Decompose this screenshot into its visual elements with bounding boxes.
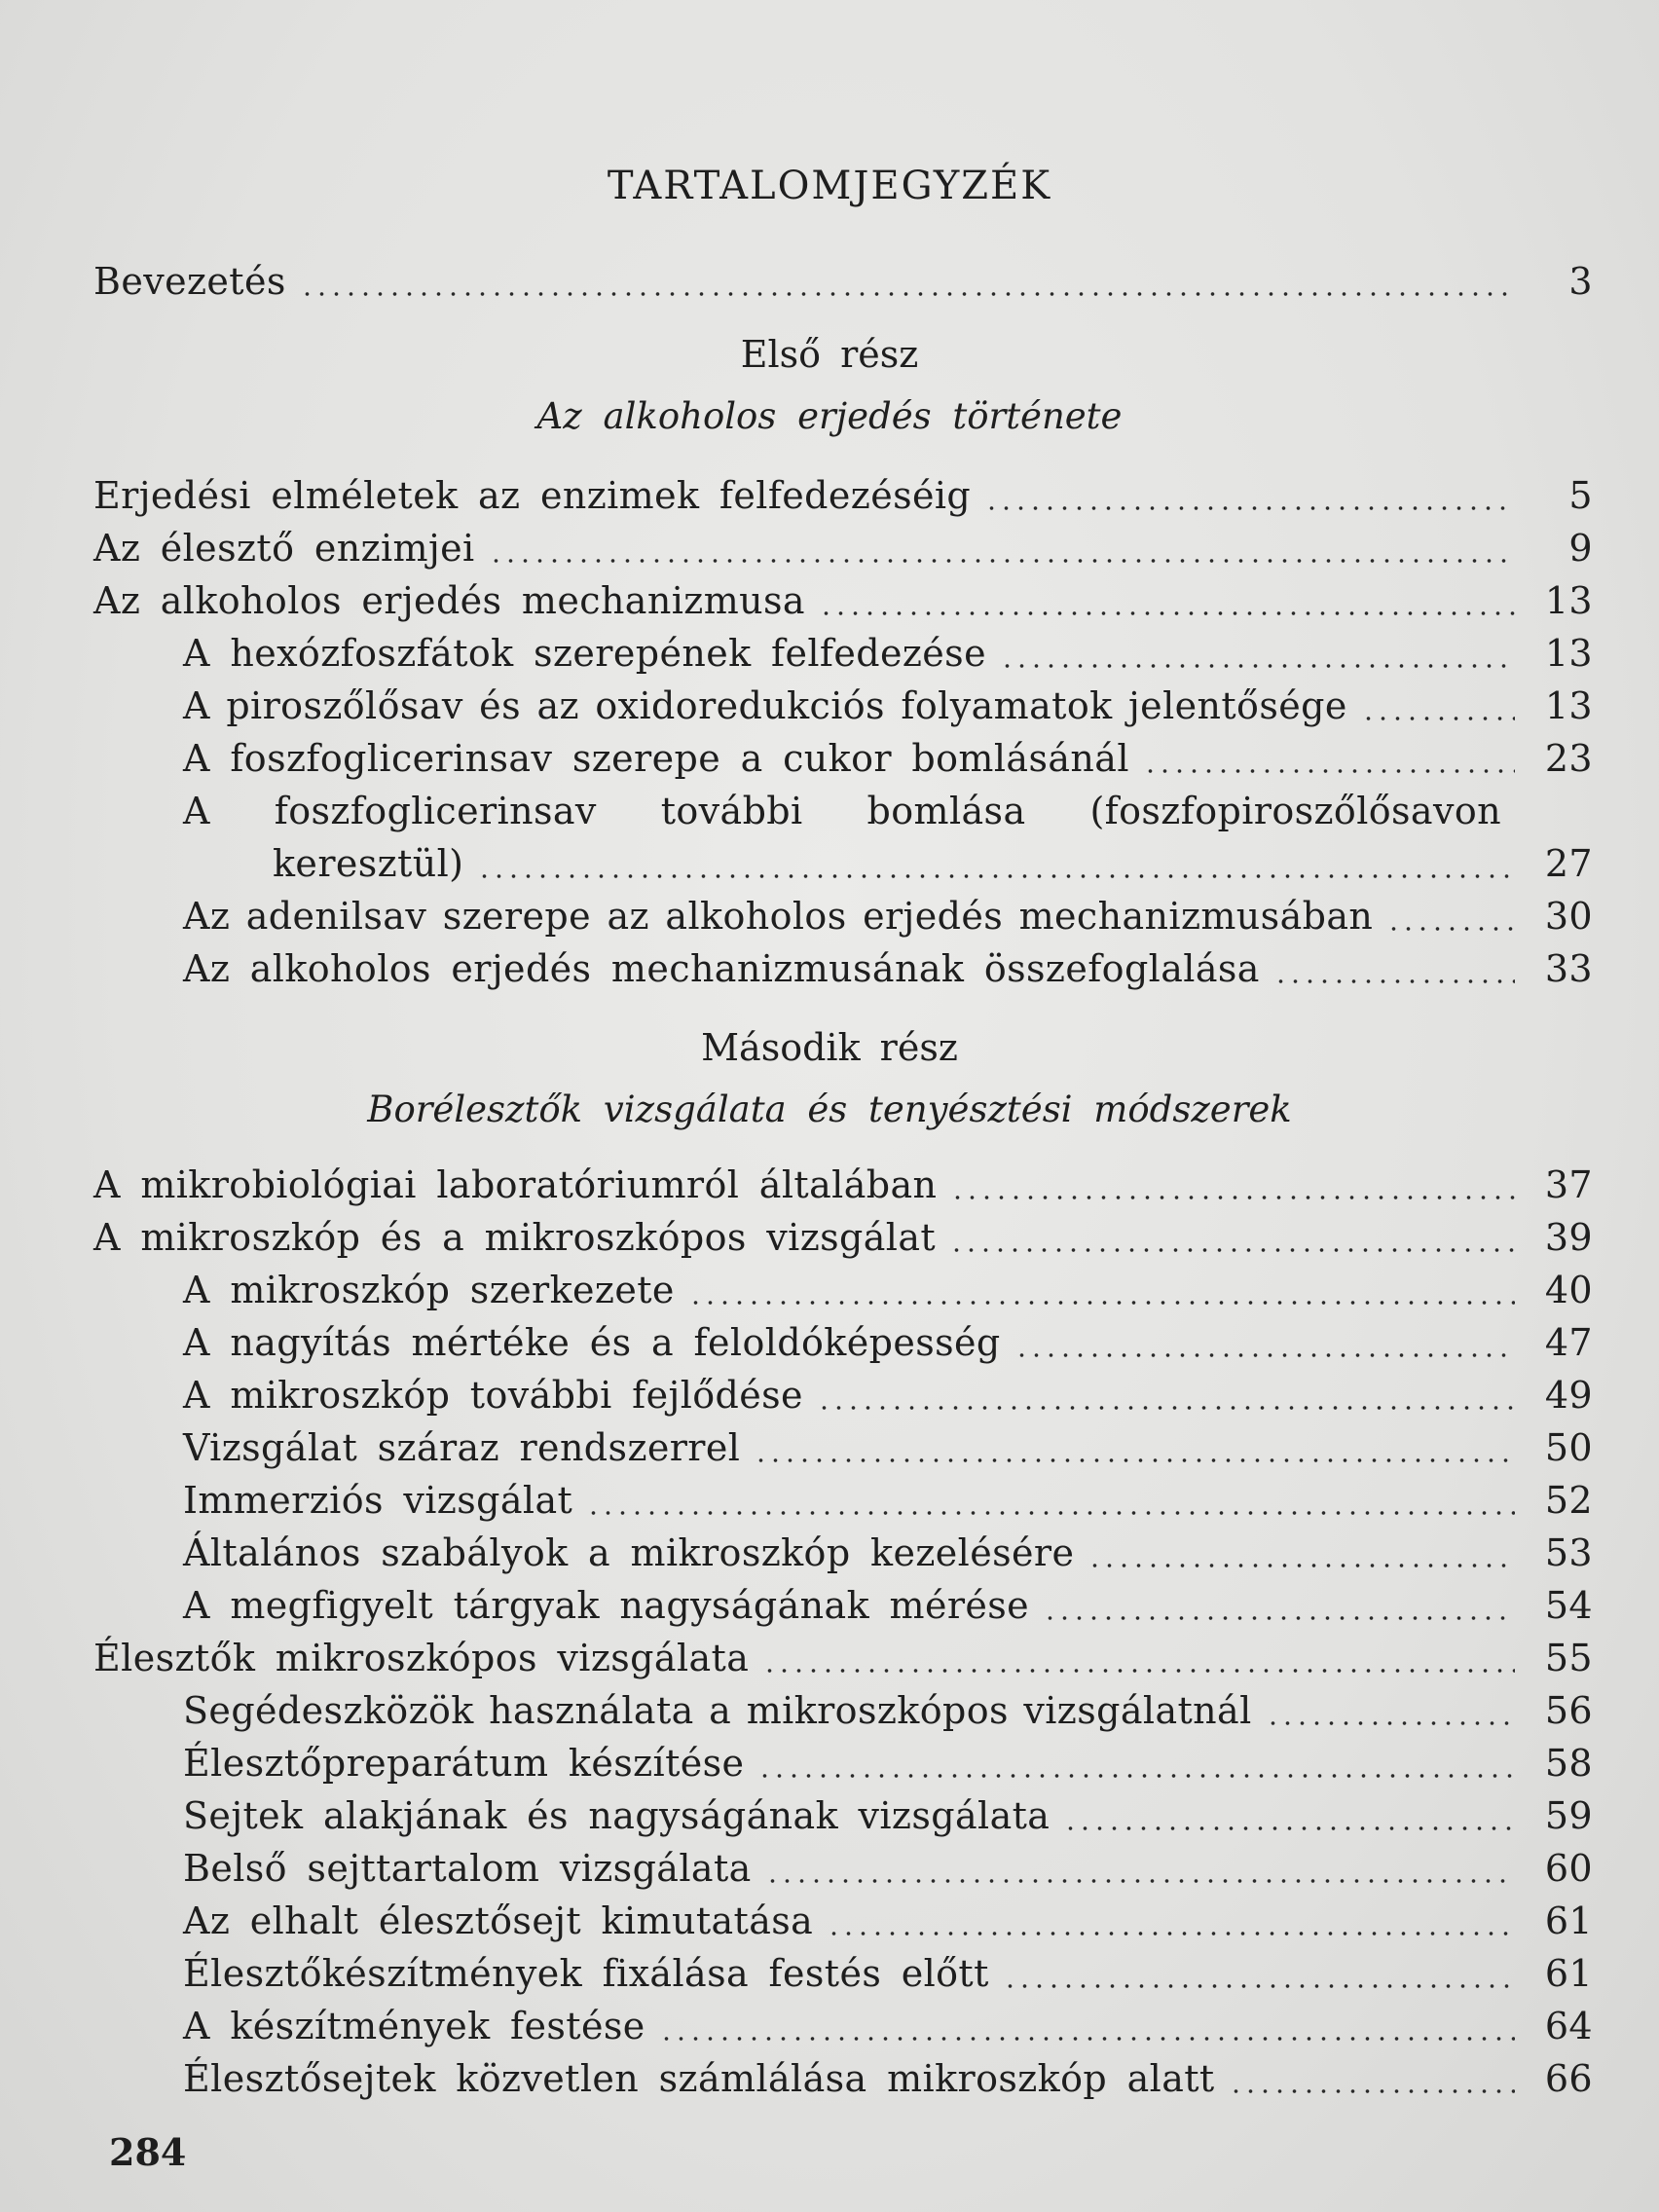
dot-leader — [1143, 769, 1515, 773]
toc-entry — [93, 1159, 1593, 1211]
toc-entry-page: 52 — [1544, 1479, 1593, 1522]
dot-leader — [817, 1406, 1515, 1410]
toc-entry — [93, 522, 1593, 574]
toc-entry-label: Az alkoholos erjedés mechanizmusának összefoglalása — [183, 947, 1260, 990]
dot-leader — [1361, 717, 1515, 720]
toc-entry-label: Az alkoholos erjedés mechanizmusa — [93, 579, 805, 622]
toc-entry-label: A foszfoglicerinsav további bomlása (foszfopiroszőlősavon — [183, 790, 1501, 832]
dot-leader — [1088, 1564, 1515, 1567]
toc-entry-label: Bevezetés — [93, 260, 286, 303]
toc-entry-page: 55 — [1544, 1637, 1593, 1679]
toc-entry — [93, 574, 1593, 627]
page-number: 284 — [109, 2130, 187, 2174]
toc-entry — [183, 1579, 1593, 1632]
toc-entry — [183, 1474, 1593, 1527]
toc-entry — [183, 1421, 1593, 1474]
toc-entry — [183, 2000, 1593, 2052]
toc-entry-page: 47 — [1544, 1321, 1593, 1364]
dot-leader — [827, 1932, 1515, 1936]
toc-entry — [183, 2052, 1593, 2105]
toc-entry-label: Általános szabályok a mikroszkóp kezelésére — [183, 1531, 1075, 1574]
toc-entry — [183, 627, 1593, 680]
dot-leader — [477, 874, 1515, 878]
toc-entry — [183, 1947, 1593, 2000]
toc-entry-label: Az elhalt élesztősejt kimutatása — [183, 1899, 814, 1942]
toc-entry — [183, 1369, 1593, 1421]
dot-leader — [754, 1458, 1515, 1462]
part2-heading: Második rész — [701, 1026, 958, 1069]
toc-entry-page: 50 — [1544, 1426, 1593, 1469]
toc-entry-page: 61 — [1544, 1899, 1593, 1942]
toc-entry — [273, 837, 1593, 890]
dot-leader — [757, 1774, 1515, 1778]
toc-entry — [183, 1684, 1593, 1737]
toc-entry-page: 49 — [1544, 1374, 1593, 1417]
dot-leader — [1003, 1984, 1515, 1988]
toc-entry — [183, 890, 1593, 942]
toc-entry-page: 23 — [1544, 737, 1593, 780]
toc-entry-label: Élesztősejtek közvetlen számlálása mikroszkóp alatt — [183, 2057, 1215, 2100]
toc-entry-page: 3 — [1568, 260, 1593, 303]
dot-leader — [1229, 2089, 1515, 2093]
dot-leader — [586, 1511, 1515, 1515]
toc-entry-label: A mikroszkóp és a mikroszkópos vizsgálat — [93, 1216, 937, 1259]
toc-entry — [183, 1264, 1593, 1316]
toc-entry — [183, 732, 1593, 785]
part1-subtitle: Az alkoholos erjedés története — [536, 395, 1123, 437]
dot-leader — [950, 1196, 1515, 1199]
part1-heading: Első rész — [740, 333, 919, 376]
toc-entry-label: A mikrobiológiai laboratóriumról általában — [93, 1163, 938, 1206]
toc-entry-label: A mikroszkóp szerkezete — [183, 1269, 675, 1311]
toc-entry — [183, 1789, 1593, 1842]
toc-entry — [93, 469, 1593, 522]
toc-entry-page: 64 — [1544, 2005, 1593, 2047]
dot-leader — [1386, 927, 1515, 931]
toc-entry-page: 33 — [1544, 947, 1593, 990]
toc-entry — [183, 785, 1593, 837]
dot-leader — [1000, 664, 1515, 668]
toc-entry-page: 37 — [1544, 1163, 1593, 1206]
dot-leader — [984, 506, 1515, 510]
toc-entry-label: Segédeszközök használata a mikroszkópos vizsgálatnál — [183, 1689, 1252, 1732]
toc-entry-page: 13 — [1544, 579, 1593, 622]
toc-entry-label: Erjedési elméletek az enzimek felfedezéséig — [93, 474, 972, 517]
toc-entry-intro — [93, 255, 1593, 308]
toc-entry-page: 59 — [1544, 1794, 1593, 1837]
dot-leader — [765, 1879, 1515, 1883]
dot-leader — [1063, 1826, 1515, 1830]
toc-entry-label: Sejtek alakjának és nagyságának vizsgálata — [183, 1794, 1051, 1837]
toc-entry — [183, 1737, 1593, 1789]
toc-entry-page: 27 — [1544, 842, 1593, 885]
toc-entry-label: keresztül) — [273, 842, 464, 885]
toc-entry-label: Az élesztő enzimjei — [93, 527, 475, 570]
toc-entry-label: A készítmények festése — [183, 2005, 645, 2047]
toc-entry-page: 39 — [1544, 1216, 1593, 1259]
toc-entry-label: A megfigyelt tárgyak nagyságának mérése — [183, 1584, 1030, 1627]
toc-entry-label: A foszfoglicerinsav szerepe a cukor bomlásánál — [183, 737, 1129, 780]
toc-entry — [183, 1895, 1593, 1947]
toc-entry-label: Az adenilsav szerepe az alkoholos erjedés mechanizmusában — [183, 895, 1374, 938]
part2-subtitle: Borélesztők vizsgálata és tenyésztési módszerek — [367, 1088, 1292, 1130]
toc-entry — [183, 1842, 1593, 1895]
toc-entry-page: 56 — [1544, 1689, 1593, 1732]
toc-entry — [183, 1527, 1593, 1579]
dot-leader — [949, 1248, 1515, 1252]
toc-entry — [183, 1316, 1593, 1369]
toc-title: TARTALOMJEGYZÉK — [607, 164, 1052, 208]
toc-entry-label: Immerziós vizsgálat — [183, 1479, 573, 1522]
dot-leader — [1273, 979, 1515, 983]
toc-entry-label: A nagyítás mértéke és a feloldóképesség — [183, 1321, 1001, 1364]
toc-entry — [93, 1211, 1593, 1264]
dot-leader — [819, 611, 1515, 615]
dot-leader — [1043, 1616, 1515, 1620]
dot-leader — [659, 2037, 1515, 2041]
toc-entry-label: Vizsgálat száraz rendszerrel — [183, 1426, 741, 1469]
toc-entry-page: 13 — [1544, 684, 1593, 727]
dot-leader — [762, 1669, 1515, 1673]
toc-entry-page: 66 — [1544, 2057, 1593, 2100]
toc-entry-label: Élesztőpreparátum készítése — [183, 1742, 745, 1785]
toc-entry-label: A mikroszkóp további fejlődése — [183, 1374, 803, 1417]
toc-entry-page: 5 — [1568, 474, 1593, 517]
toc-entry-page: 30 — [1544, 895, 1593, 938]
toc-entry — [93, 1632, 1593, 1684]
dot-leader — [300, 292, 1515, 296]
toc-entry-page: 53 — [1544, 1531, 1593, 1574]
toc-entry-page: 9 — [1568, 527, 1593, 570]
toc-entry-page: 54 — [1544, 1584, 1593, 1627]
dot-leader — [1014, 1353, 1515, 1357]
toc-entry-page: 13 — [1544, 632, 1593, 675]
toc-entry — [183, 680, 1593, 732]
toc-entry-label: Élesztők mikroszkópos vizsgálata — [93, 1637, 750, 1679]
dot-leader — [688, 1301, 1515, 1305]
toc-entry-label: Élesztőkészítmények fixálása festés előtt — [183, 1952, 989, 1995]
dot-leader — [1266, 1721, 1515, 1725]
dot-leader — [489, 559, 1515, 563]
toc-entry-page: 58 — [1544, 1742, 1593, 1785]
toc-entry — [183, 942, 1593, 995]
toc-entry-label: A piroszőlősav és az oxidoredukciós folyamatok jelentősége — [183, 684, 1347, 727]
toc-entry-label: Belső sejttartalom vizsgálata — [183, 1847, 752, 1890]
toc-entry-page: 61 — [1544, 1952, 1593, 1995]
toc-entry-page: 40 — [1544, 1269, 1593, 1311]
toc-entry-label: A hexózfoszfátok szerepének felfedezése — [183, 632, 986, 675]
toc-entry-page: 60 — [1544, 1847, 1593, 1890]
